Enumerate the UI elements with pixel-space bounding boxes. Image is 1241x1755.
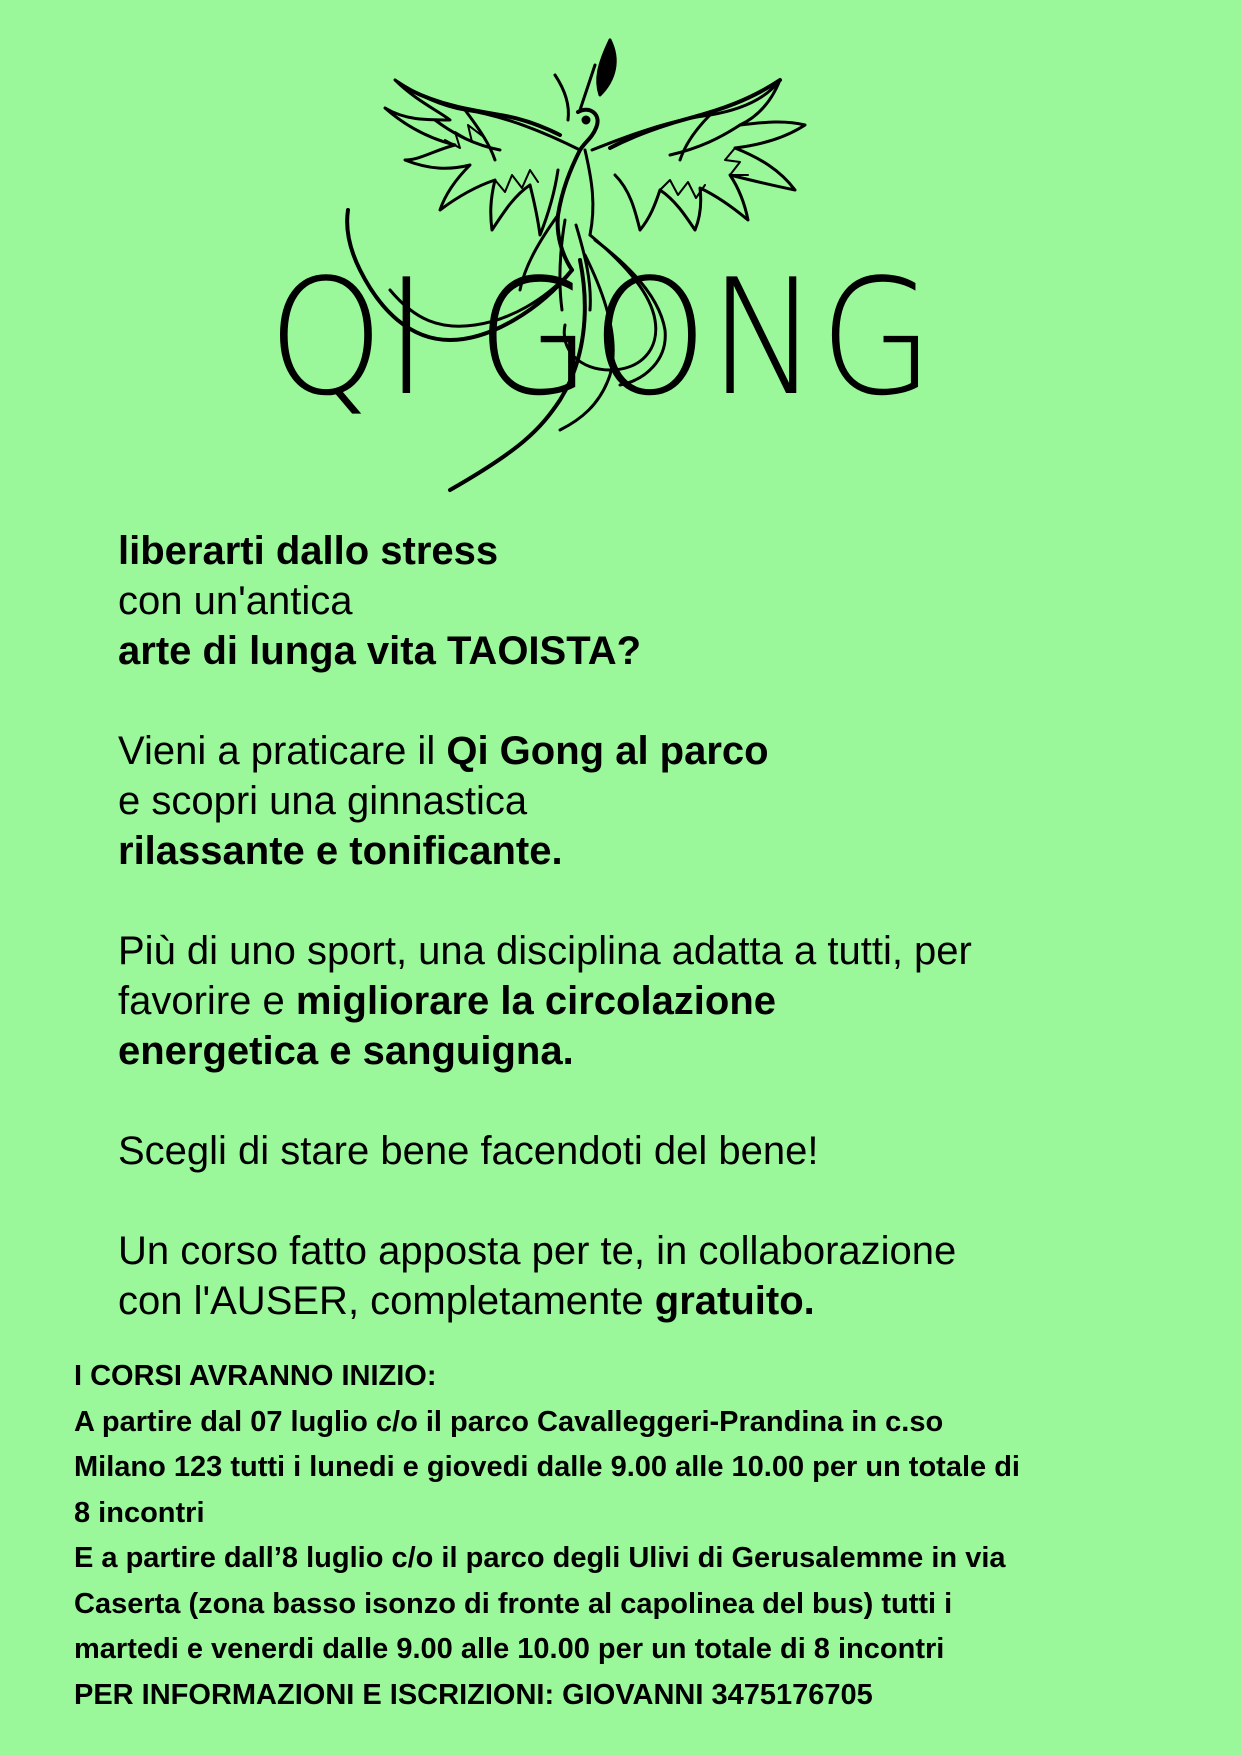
info-line: martedi e venerdi dalle 9.00 alle 10.00 per un totale di 8 incontri <box>74 1633 945 1665</box>
practice-line-1 <box>118 726 1218 776</box>
intro-line-3: arte di lunga vita TAOISTA? <box>118 629 642 673</box>
motto-paragraph <box>118 1126 1218 1176</box>
practice-paragraph <box>118 726 1218 876</box>
course-line-2-normal: con l'AUSER, completamente <box>118 1279 655 1323</box>
course-line-2 <box>118 1276 1218 1326</box>
body-text <box>118 526 1218 1376</box>
intro-paragraph <box>118 526 1218 676</box>
info-line: E a partire dall’8 luglio c/o il parco degli Ulivi di Gerusalemme in via <box>74 1542 1006 1574</box>
info-line: 8 incontri <box>74 1496 205 1529</box>
course-line-1: Un corso fatto apposta per te, in collaborazione <box>118 1229 957 1273</box>
practice-line-1-bold: Qi Gong al parco <box>446 729 769 773</box>
course-paragraph <box>118 1226 1218 1326</box>
course-line-2-bold: gratuito. <box>654 1279 815 1323</box>
contact-line: PER INFORMAZIONI E ISCRIZIONI: GIOVANNI 3475176705 <box>74 1678 873 1711</box>
intro-line-1: liberarti dallo stress <box>118 529 499 573</box>
info-line: A partire dal 07 luglio c/o il parco Cavalleggeri-Prandina in c.so <box>74 1405 944 1438</box>
info-line: Caserta (zona basso isonzo di fronte al capolinea del bus) tutti i <box>74 1587 953 1620</box>
page-title: QI GONG <box>268 244 935 431</box>
practice-line-3: rilassante e tonificante. <box>118 829 563 873</box>
sport-line-2 <box>118 976 1218 1026</box>
sport-paragraph <box>118 926 1218 1076</box>
sport-line-3: energetica e sanguigna. <box>118 1029 574 1073</box>
sport-line-2-normal: favorire e <box>118 979 296 1023</box>
practice-line-1-normal: Vieni a praticare il <box>118 729 447 773</box>
sport-line-1: Più di uno sport, una disciplina adatta a tutti, per <box>118 929 972 973</box>
practice-line-2: e scopri una ginnastica <box>118 779 528 823</box>
course-info <box>74 1354 1194 1718</box>
sport-line-2-bold: migliorare la circolazione <box>295 979 777 1023</box>
info-heading: I CORSI AVRANNO INIZIO: <box>74 1360 437 1392</box>
intro-line-2: con un'antica <box>118 579 353 623</box>
info-line: Milano 123 tutti i lunedi e giovedi dalle 9.00 alle 10.00 per un totale di <box>74 1451 1020 1483</box>
motto-line: Scegli di stare bene facendoti del bene! <box>118 1129 819 1173</box>
